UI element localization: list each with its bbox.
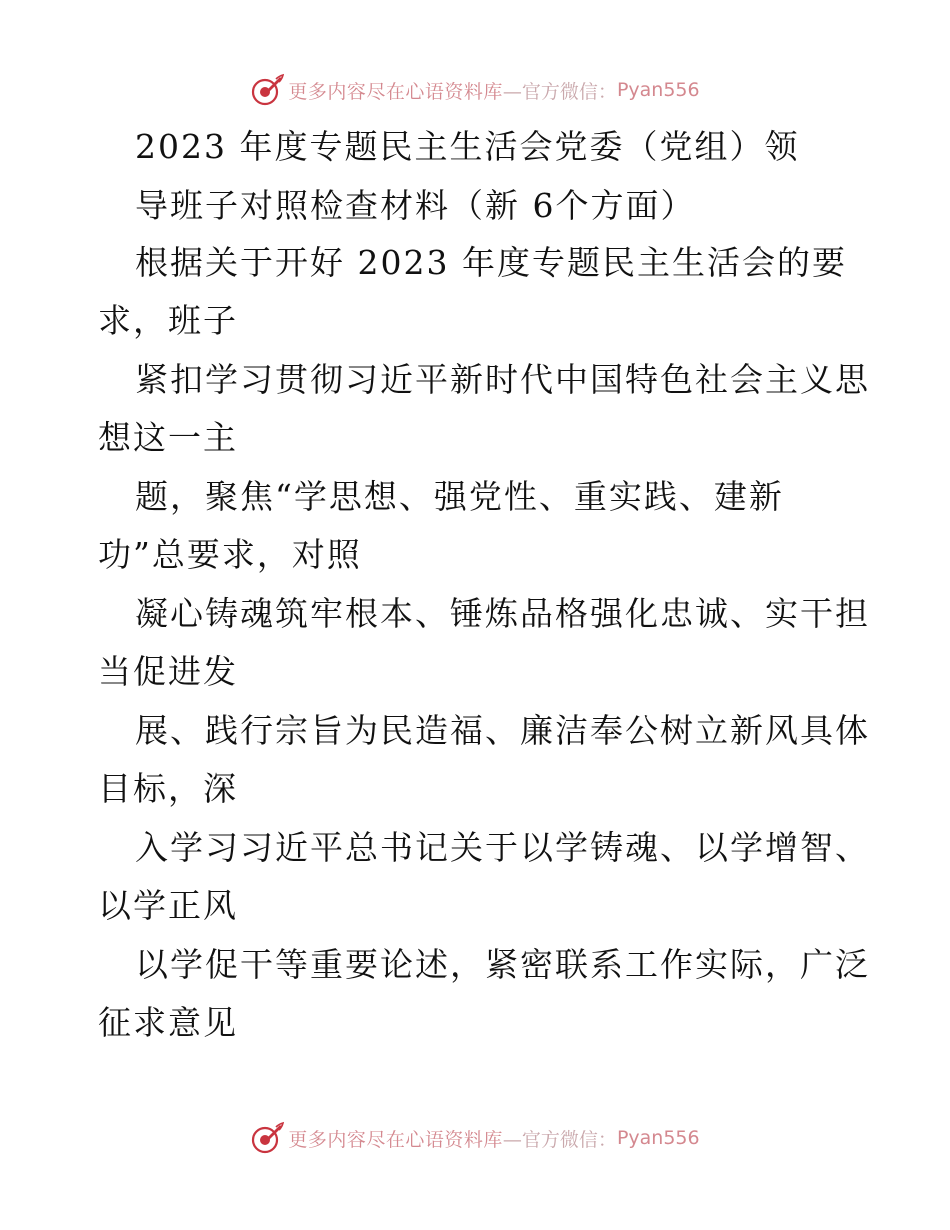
title-line-2: 导班子对照检查材料（新 6个方面） bbox=[135, 186, 696, 225]
watermark-wechat-id: Pyan556 bbox=[616, 79, 700, 101]
watermark-header bbox=[0, 70, 950, 110]
body-line: 征求意见 bbox=[98, 1003, 238, 1042]
quill-seal-icon bbox=[250, 1121, 284, 1155]
quill-seal-icon bbox=[250, 73, 284, 107]
body-line: 以学促干等重要论述，紧密联系工作实际，广泛 bbox=[135, 945, 870, 984]
body-line: 想这一主 bbox=[98, 418, 238, 457]
watermark-separator: —官方微信： bbox=[502, 1128, 617, 1151]
watermark-footer bbox=[0, 1118, 950, 1158]
watermark-text: 更多内容尽在心语资料库 bbox=[288, 1128, 503, 1151]
body-line: 入学习习近平总书记关于以学铸魂、以学增智、 bbox=[135, 828, 870, 867]
body-line: 题，聚焦“学思想、强党性、重实践、建新 bbox=[135, 477, 784, 516]
body-line: 功”总要求，对照 bbox=[98, 535, 362, 574]
watermark-wechat-id: Pyan556 bbox=[616, 1127, 700, 1149]
body-line: 目标，深 bbox=[98, 769, 238, 808]
body-line: 展、践行宗旨为民造福、廉洁奉公树立新风具体 bbox=[135, 711, 870, 750]
watermark-text: 更多内容尽在心语资料库 bbox=[288, 80, 503, 103]
body-line: 当促进发 bbox=[98, 652, 238, 691]
body-line: 以学正风 bbox=[98, 886, 238, 925]
body-line: 凝心铸魂筑牢根本、锤炼品格强化忠诚、实干担 bbox=[135, 594, 870, 633]
title-line-1: 2023 年度专题民主生活会党委（党组）领 bbox=[135, 127, 800, 166]
watermark-separator: —官方微信： bbox=[502, 80, 617, 103]
body-line: 紧扣学习贯彻习近平新时代中国特色社会主义思 bbox=[135, 360, 870, 399]
body-line: 根据关于开好 2023 年度专题民主生活会的要 bbox=[135, 243, 847, 282]
body-line: 求，班子 bbox=[98, 301, 238, 340]
